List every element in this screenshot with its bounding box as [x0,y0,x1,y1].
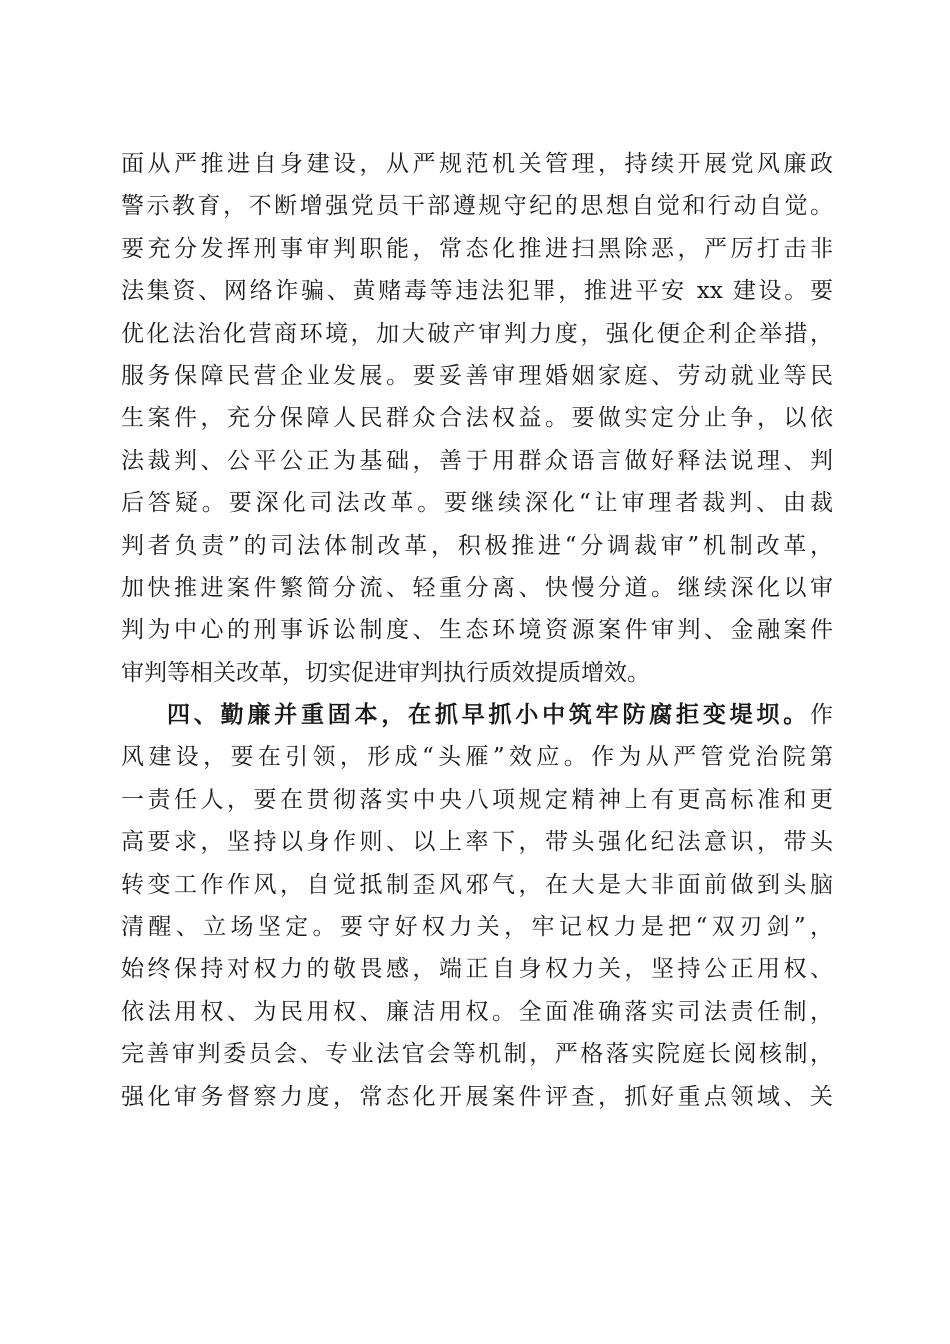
text-line: 法裁判、公平公正为基础，善于用群众语言做好释法说理、判 [121,447,833,474]
text-line: 判者负责”的司法体制改革，积极推进“分调裁审”机制改革， [121,532,833,559]
text-line: 转变工作作风，自觉抵制歪风邪气，在大是大非面前做到头脑 [121,871,833,898]
text-line: 法集资、网络诈骗、黄赌毒等违法犯罪，推进平安 xx 建设。要 [121,278,833,305]
text-line: 强化审务督察力度，常态化开展案件评查，抓好重点领域、关 [121,1083,833,1110]
text-line: 一责任人，要在贯彻落实中央八项规定精神上有更高标准和更 [121,786,833,813]
text-line: 要充分发挥刑事审判职能，常态化推进扫黑除恶，严厉打击非 [121,235,833,262]
text-line: 后答疑。要深化司法改革。要继续深化“让审理者裁判、由裁 [121,490,833,517]
section-heading: 四、勤廉并重固本，在抓早抓小中筑牢防腐拒变堤坝。 [167,702,810,729]
paragraph-2 [121,694,833,1118]
text-line: 加快推进案件繁简分流、轻重分离、快慢分道。继续深化以审 [121,574,833,601]
text-line: 优化法治化营商环境，加大破产审判力度，强化便企利企举措， [121,320,833,347]
text-line: 完善审判委员会、专业法官会等机制，严格落实院庭长阅核制， [121,1041,833,1068]
text-line: 警示教育，不断增强党员干部遵规守纪的思想自觉和行动自觉。 [121,193,833,220]
text-line: 依法用权、为民用权、廉洁用权。全面准确落实司法责任制， [121,998,833,1025]
text-line: 始终保持对权力的敬畏感，端正自身权力关，坚持公正用权、 [121,956,833,983]
text-line: 面从严推进自身建设，从严规范机关管理，持续开展党风廉政 [121,151,833,177]
text-line: 审判等相关改革，切实促进审判执行质效提质增效。 [121,659,650,686]
heading-line-tail: 作 [810,702,833,729]
text-line: 服务保障民营企业发展。要妥善审理婚姻家庭、劳动就业等民 [121,362,833,389]
document-body [121,143,833,1118]
text-line: 风建设，要在引领，形成“头雁”效应。作为从严管党治院第 [121,744,833,771]
paragraph-1 [121,143,833,694]
text-line: 判为中心的刑事诉讼制度、生态环境资源案件审判、金融案件 [121,617,833,644]
text-line: 生案件，充分保障人民群众合法权益。要做实定分止争，以依 [121,405,833,432]
text-line: 高要求，坚持以身作则、以上率下，带头强化纪法意识，带头 [121,829,833,856]
text-line: 清醒、立场坚定。要守好权力关，牢记权力是把“双刃剑”， [121,914,833,941]
heading-line [121,694,833,736]
